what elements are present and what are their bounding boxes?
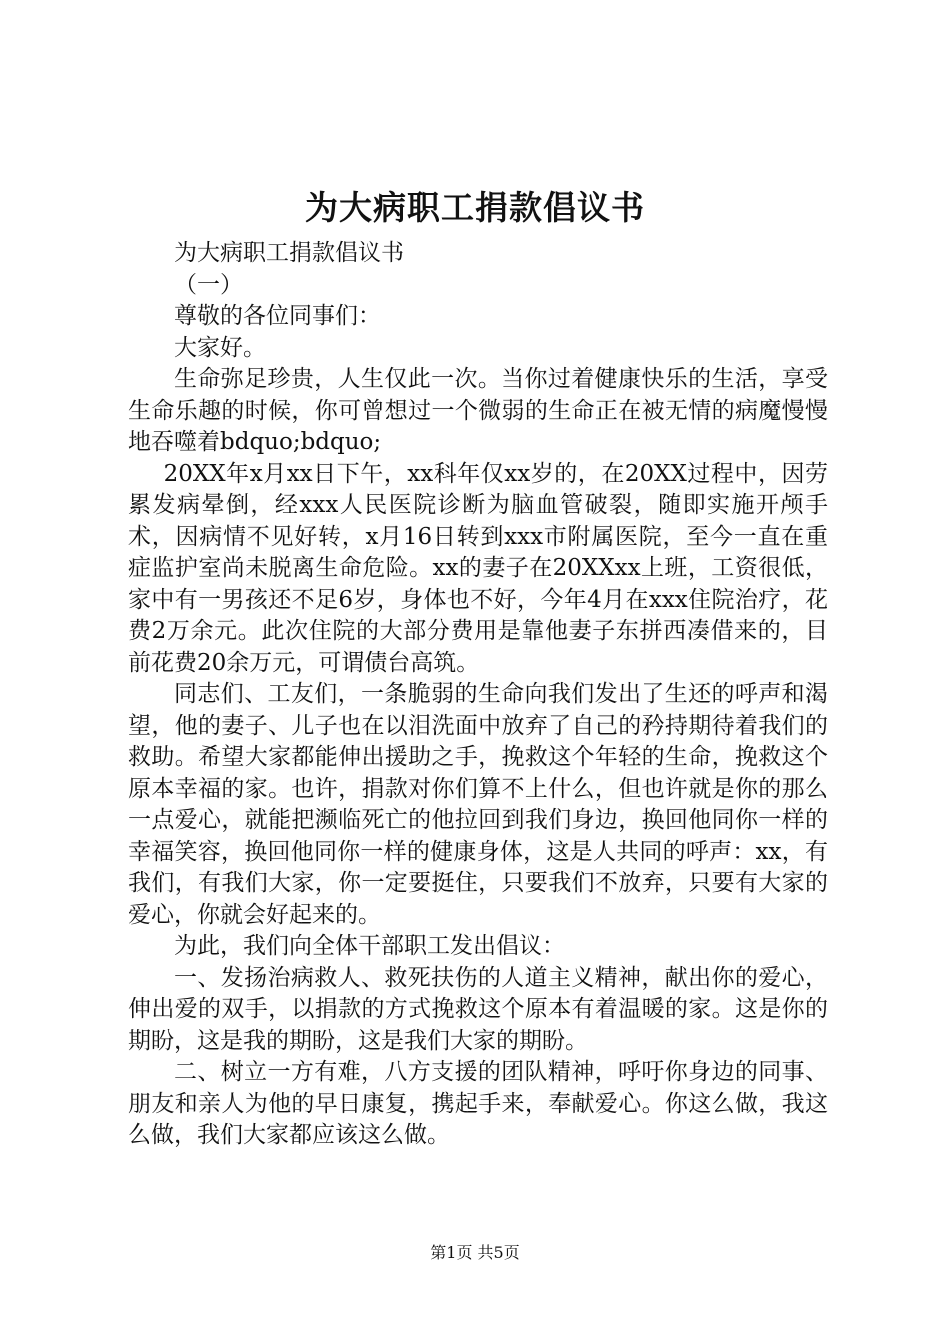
body-paragraph: 生命弥足珍贵，人生仅此一次。当你过着健康快乐的生活，享受生命乐趣的时候，你可曾想过一个微弱的生命正在被无情的病魔慢慢地吞噬着bdquo;bdquo;	[128, 366, 828, 455]
section-number-paragraph: （一）	[174, 271, 243, 298]
body-paragraph: 一、发扬治病救人、救死扶伤的人道主义精神，献出你的爱心，伸出爱的双手，以捐款的方式挽救这个原本有着温暖的家。这是你的期盼，这是我的期盼，这是我们大家的期盼。	[128, 964, 828, 1054]
salutation-paragraph: 尊敬的各位同事们：	[174, 303, 381, 329]
body-paragraph: 为此，我们向全体干部职工发出倡议：	[174, 933, 565, 959]
body-paragraph: 同志们、工友们，一条脆弱的生命向我们发出了生还的呼声和渴望，他的妻子、儿子也在以泪洗面中放弃了自己的矜持期待着我们的救助。希望大家都能伸出援助之手，挽救这个年轻的生命，挽救这个原本幸福的家。也许，捐款对你们算不上什么，但也许就是你的那么一点爱心，就能把濒临死亡的他拉回到我们身边，换回他同你一样的幸福笑容，换回他同你一样的健康身体，这是人共同的呼声：xx，有我们，有我们大家，你一定要挺住，只要我们不放弃，只要有大家的爱心，你就会好起来的。	[128, 681, 828, 928]
page-footer	[0, 1241, 950, 1265]
subtitle-paragraph: 为大病职工捐款倡议书	[174, 240, 404, 266]
document-body	[128, 238, 828, 1152]
document-title: 为大病职工捐款倡议书	[305, 188, 645, 227]
greeting-paragraph: 大家好。	[174, 334, 266, 361]
page-indicator: 第1页 共5页	[430, 1243, 520, 1262]
body-paragraph: 二、树立一方有难，八方支援的团队精神，呼吁你身边的同事、朋友和亲人为他的早日康复，携起手来，奉献爱心。你这么做，我这么做，我们大家都应该这么做。	[128, 1059, 828, 1148]
body-paragraph: 20XX年x月xx日下午，xx科年仅xx岁的，在20XX过程中，因劳累发病晕倒，经xxx人民医院诊断为脑血管破裂，随即实施开颅手术，因病情不见好转，x月16日转到xxx市附属医院，至今一直在重症监护室尚未脱离生命危险。xx的妻子在20XXxx上班，工资很低，家中有一男孩还不足6岁，身体也不好，今年4月在xxx住院治疗，花费2万余元。此次住院的大部分费用是靠他妻子东拼西凑借来的，目前花费20余万元，可谓债台高筑。	[128, 460, 828, 676]
